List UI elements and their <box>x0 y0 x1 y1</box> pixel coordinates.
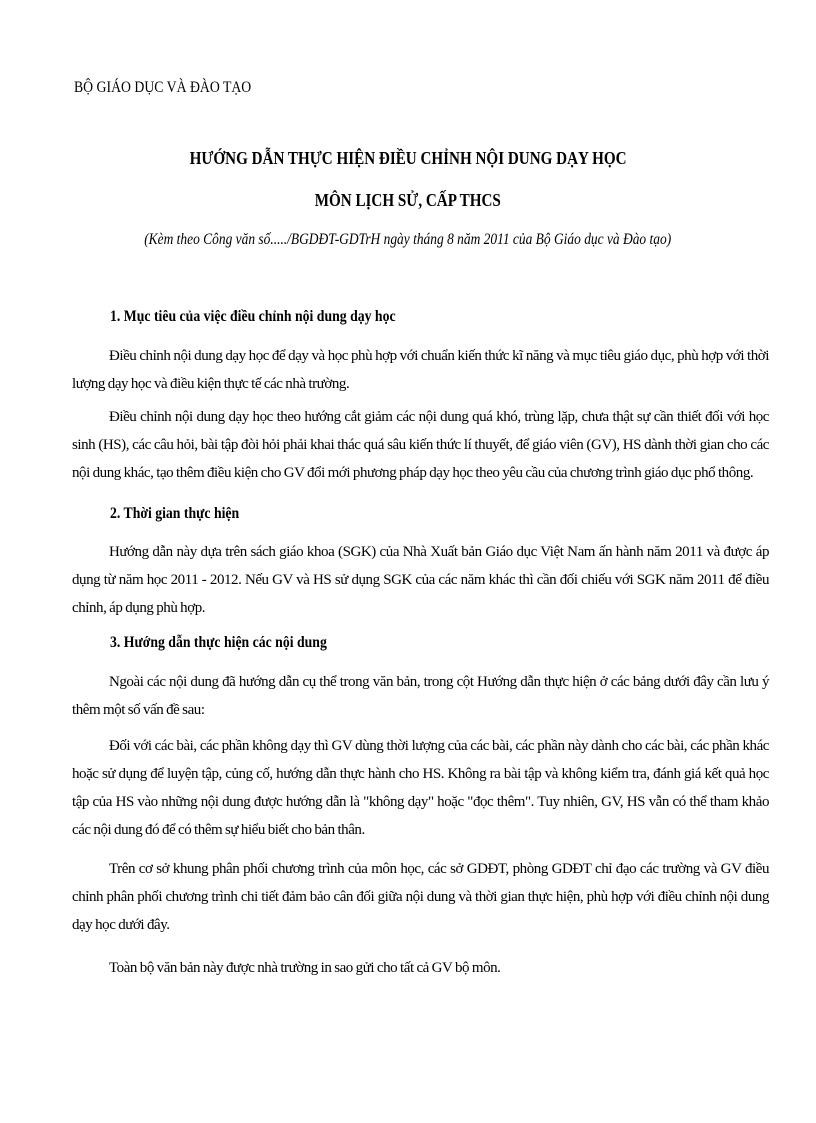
document-title-line1: HƯỚNG DẪN THỰC HIỆN ĐIỀU CHỈNH NỘI DUNG DẠY HỌC <box>189 148 627 168</box>
paragraph: Toàn bộ văn bản này được nhà trường in sao gửi cho tất cả GV bộ môn. <box>109 960 501 976</box>
section-heading-3: 3. Hướng dẫn thực hiện các nội dung <box>110 634 327 651</box>
ministry-name: BỘ GIÁO DỤC VÀ ĐÀO TẠO <box>74 79 252 96</box>
section-heading-2: 2. Thời gian thực hiện <box>110 505 240 522</box>
paragraph: Điều chỉnh nội dung dạy học để dạy và học phù hợp với chuẩn kiến thức kĩ năng và mục tiêu giáo dục, phù hợp với thời lượng dạy học và điều kiện thực tế các nhà trường. <box>72 348 769 392</box>
document-subtitle: (Kèm theo Công văn số...../BGDĐT-GDTrH ngày tháng 8 năm 2011 của Bộ Giáo dục và Đào tạo) <box>144 231 672 248</box>
paragraph: Hướng dẫn này dựa trên sách giáo khoa (SGK) của Nhà Xuất bản Giáo dục Việt Nam ấn hành năm 2011 và được áp dụng từ năm học 2011 - 2012. Nếu GV và HS sử dụng SGK của các năm khác thì cần đối chiếu với SGK năm 2011 để điều chỉnh, áp dụng phù hợp. <box>72 544 769 616</box>
paragraph: Ngoài các nội dung đã hướng dẫn cụ thể trong văn bản, trong cột Hướng dẫn thực hiện ở các bảng dưới đây cần lưu ý thêm một số vấn đề sau: <box>72 674 769 718</box>
section-heading-1: 1. Mục tiêu của việc điều chỉnh nội dung dạy học <box>110 308 396 325</box>
paragraph: Trên cơ sở khung phân phối chương trình của môn học, các sở GDĐT, phòng GDĐT chỉ đạo các trường và GV điều chỉnh phân phối chương trình chi tiết đảm bảo cân đối giữa nội dung và thời gian thực hiện, phù hợp với điều chỉnh nội dung dạy học dưới đây. <box>72 861 769 933</box>
paragraph: Đối với các bài, các phần không dạy thì GV dùng thời lượng của các bài, các phần này dành cho các bài, các phần khác hoặc sử dụng để luyện tập, củng cố, hướng dẫn thực hành cho HS. Không ra bài tập và không kiểm tra, đánh giá kết quả học tập của HS vào những nội dung được hướng dẫn là "không dạy" hoặc "đọc thêm". Tuy nhiên, GV, HS vẫn có thể tham khảo các nội dung đó để có thêm sự hiểu biết cho bản thân. <box>72 738 769 838</box>
document-title-line2: MÔN LỊCH SỬ, CẤP THCS <box>314 190 502 210</box>
paragraph: Điều chỉnh nội dung dạy học theo hướng cắt giảm các nội dung quá khó, trùng lặp, chưa thật sự cần thiết đối với học sinh (HS), các câu hỏi, bài tập đòi hỏi phải khai thác quá sâu kiến thức lí thuyết, để giáo viên (GV), HS dành thời gian cho các nội dung khác, tạo thêm điều kiện cho GV đổi mới phương pháp dạy học theo yêu cầu của chương trình giáo dục phổ thông. <box>72 409 769 481</box>
